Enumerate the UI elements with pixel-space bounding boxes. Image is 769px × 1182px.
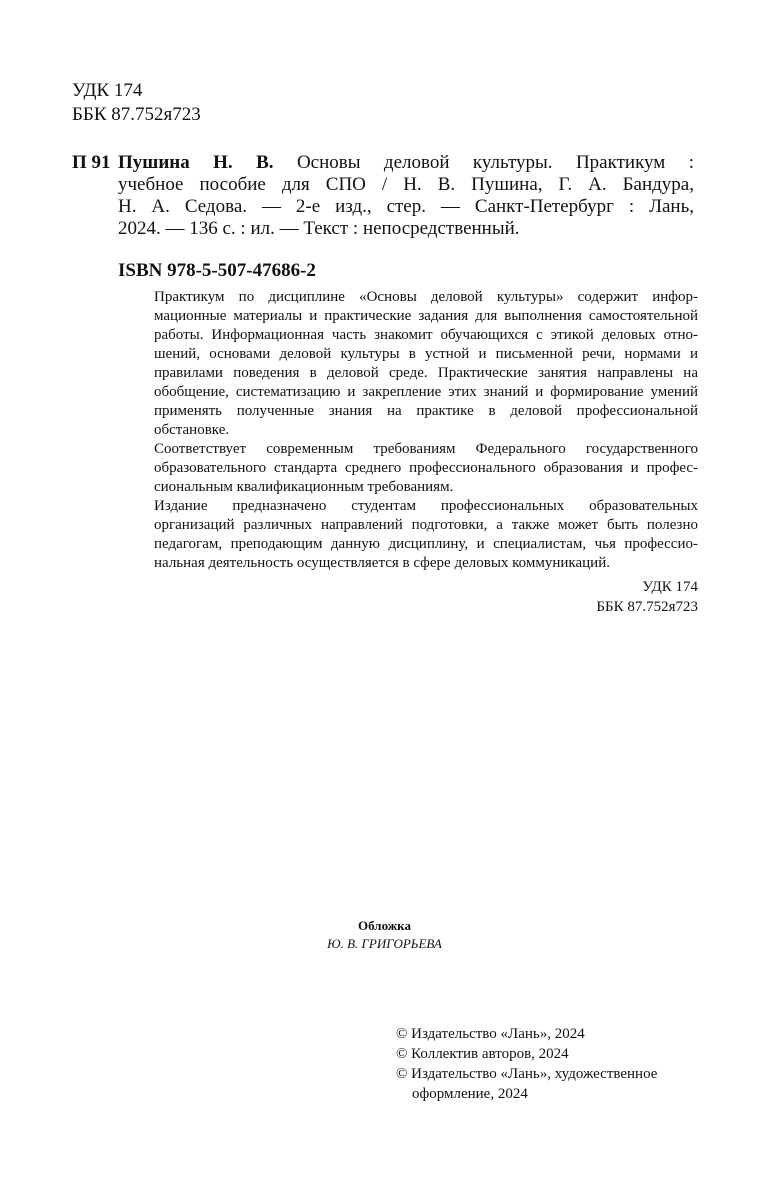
annotation-line: шений, основами деловой культуры в устной и письменной речи, нормами и <box>154 346 698 362</box>
citation-author: Пушина Н. В. <box>118 152 274 173</box>
annotation <box>118 288 698 573</box>
citation-line <box>118 152 694 174</box>
annotation-paragraph <box>118 497 698 573</box>
annotation-line: сиональным квалификационным требованиям. <box>154 479 454 495</box>
copyright-line: оформление, 2024 <box>412 1086 528 1102</box>
annotation-line: применять полученные знания на практике в деловой профессиональной <box>154 403 698 419</box>
annotation-line: организаций различных направлений подготовки, а также может быть полезно <box>154 517 698 533</box>
annotation-line: обстановке. <box>154 422 230 438</box>
annotation-line: Соответствует современным требованиям Федерального государственного <box>154 441 698 457</box>
udk-code-bottom: УДК 174 <box>642 579 698 595</box>
bibliographic-citation <box>118 152 694 240</box>
copyright-block <box>396 1024 716 1104</box>
bbk-code: ББК 87.752я723 <box>72 104 201 125</box>
annotation-line: педагогам, преподающим данную дисциплину, и специалистам, чья профессио- <box>154 536 698 552</box>
citation-line: учебное пособие для СПО / Н. В. Пушина, Г. А. Бандура, <box>118 174 694 195</box>
annotation-line: нальная деятельность осуществляется в сфере деловых коммуникаций. <box>154 555 610 571</box>
annotation-line: Практикум по дисциплине «Основы деловой культуры» содержит инфор- <box>154 289 698 305</box>
citation-line: 2024. — 136 с. : ил. — Текст : непосредственный. <box>118 218 520 239</box>
annotation-line: мационные материалы и практические задания для выполнения самостоятельной <box>154 308 698 324</box>
citation-line: Н. А. Седова. — 2-е изд., стер. — Санкт-Петербург : Лань, <box>118 196 694 217</box>
bbk-code-bottom: ББК 87.752я723 <box>596 599 698 615</box>
copyright-line: © Издательство «Лань», 2024 <box>396 1026 585 1042</box>
annotation-line: образовательного стандарта среднего профессионального образования и профес- <box>154 460 698 476</box>
cover-designer: Ю. В. ГРИГОРЬЕВА <box>327 936 442 951</box>
annotation-line: правилами поведения в деловой среде. Практические занятия направлены на <box>154 365 698 381</box>
isbn: ISBN 978-5-507-47686-2 <box>118 260 316 281</box>
annotation-paragraph <box>118 288 698 440</box>
annotation-line: работы. Информационная часть знакомит обучающихся с этикой деловых отно- <box>154 327 698 343</box>
citation-title: Основы деловой культуры. Практикум : <box>296 152 695 173</box>
copyright-line: © Коллектив авторов, 2024 <box>396 1046 569 1062</box>
copyright-line: © Издательство «Лань», художественное <box>396 1066 658 1082</box>
annotation-line: обобщение, систематизацию и закрепление этих знаний и формирование умений <box>154 384 698 400</box>
annotation-paragraph <box>118 440 698 497</box>
cover-label: Обложка <box>358 918 411 933</box>
author-mark: П 91 <box>72 152 111 173</box>
udk-code: УДК 174 <box>72 80 143 101</box>
annotation-line: Издание предназначено студентам профессиональных образовательных <box>154 498 698 514</box>
